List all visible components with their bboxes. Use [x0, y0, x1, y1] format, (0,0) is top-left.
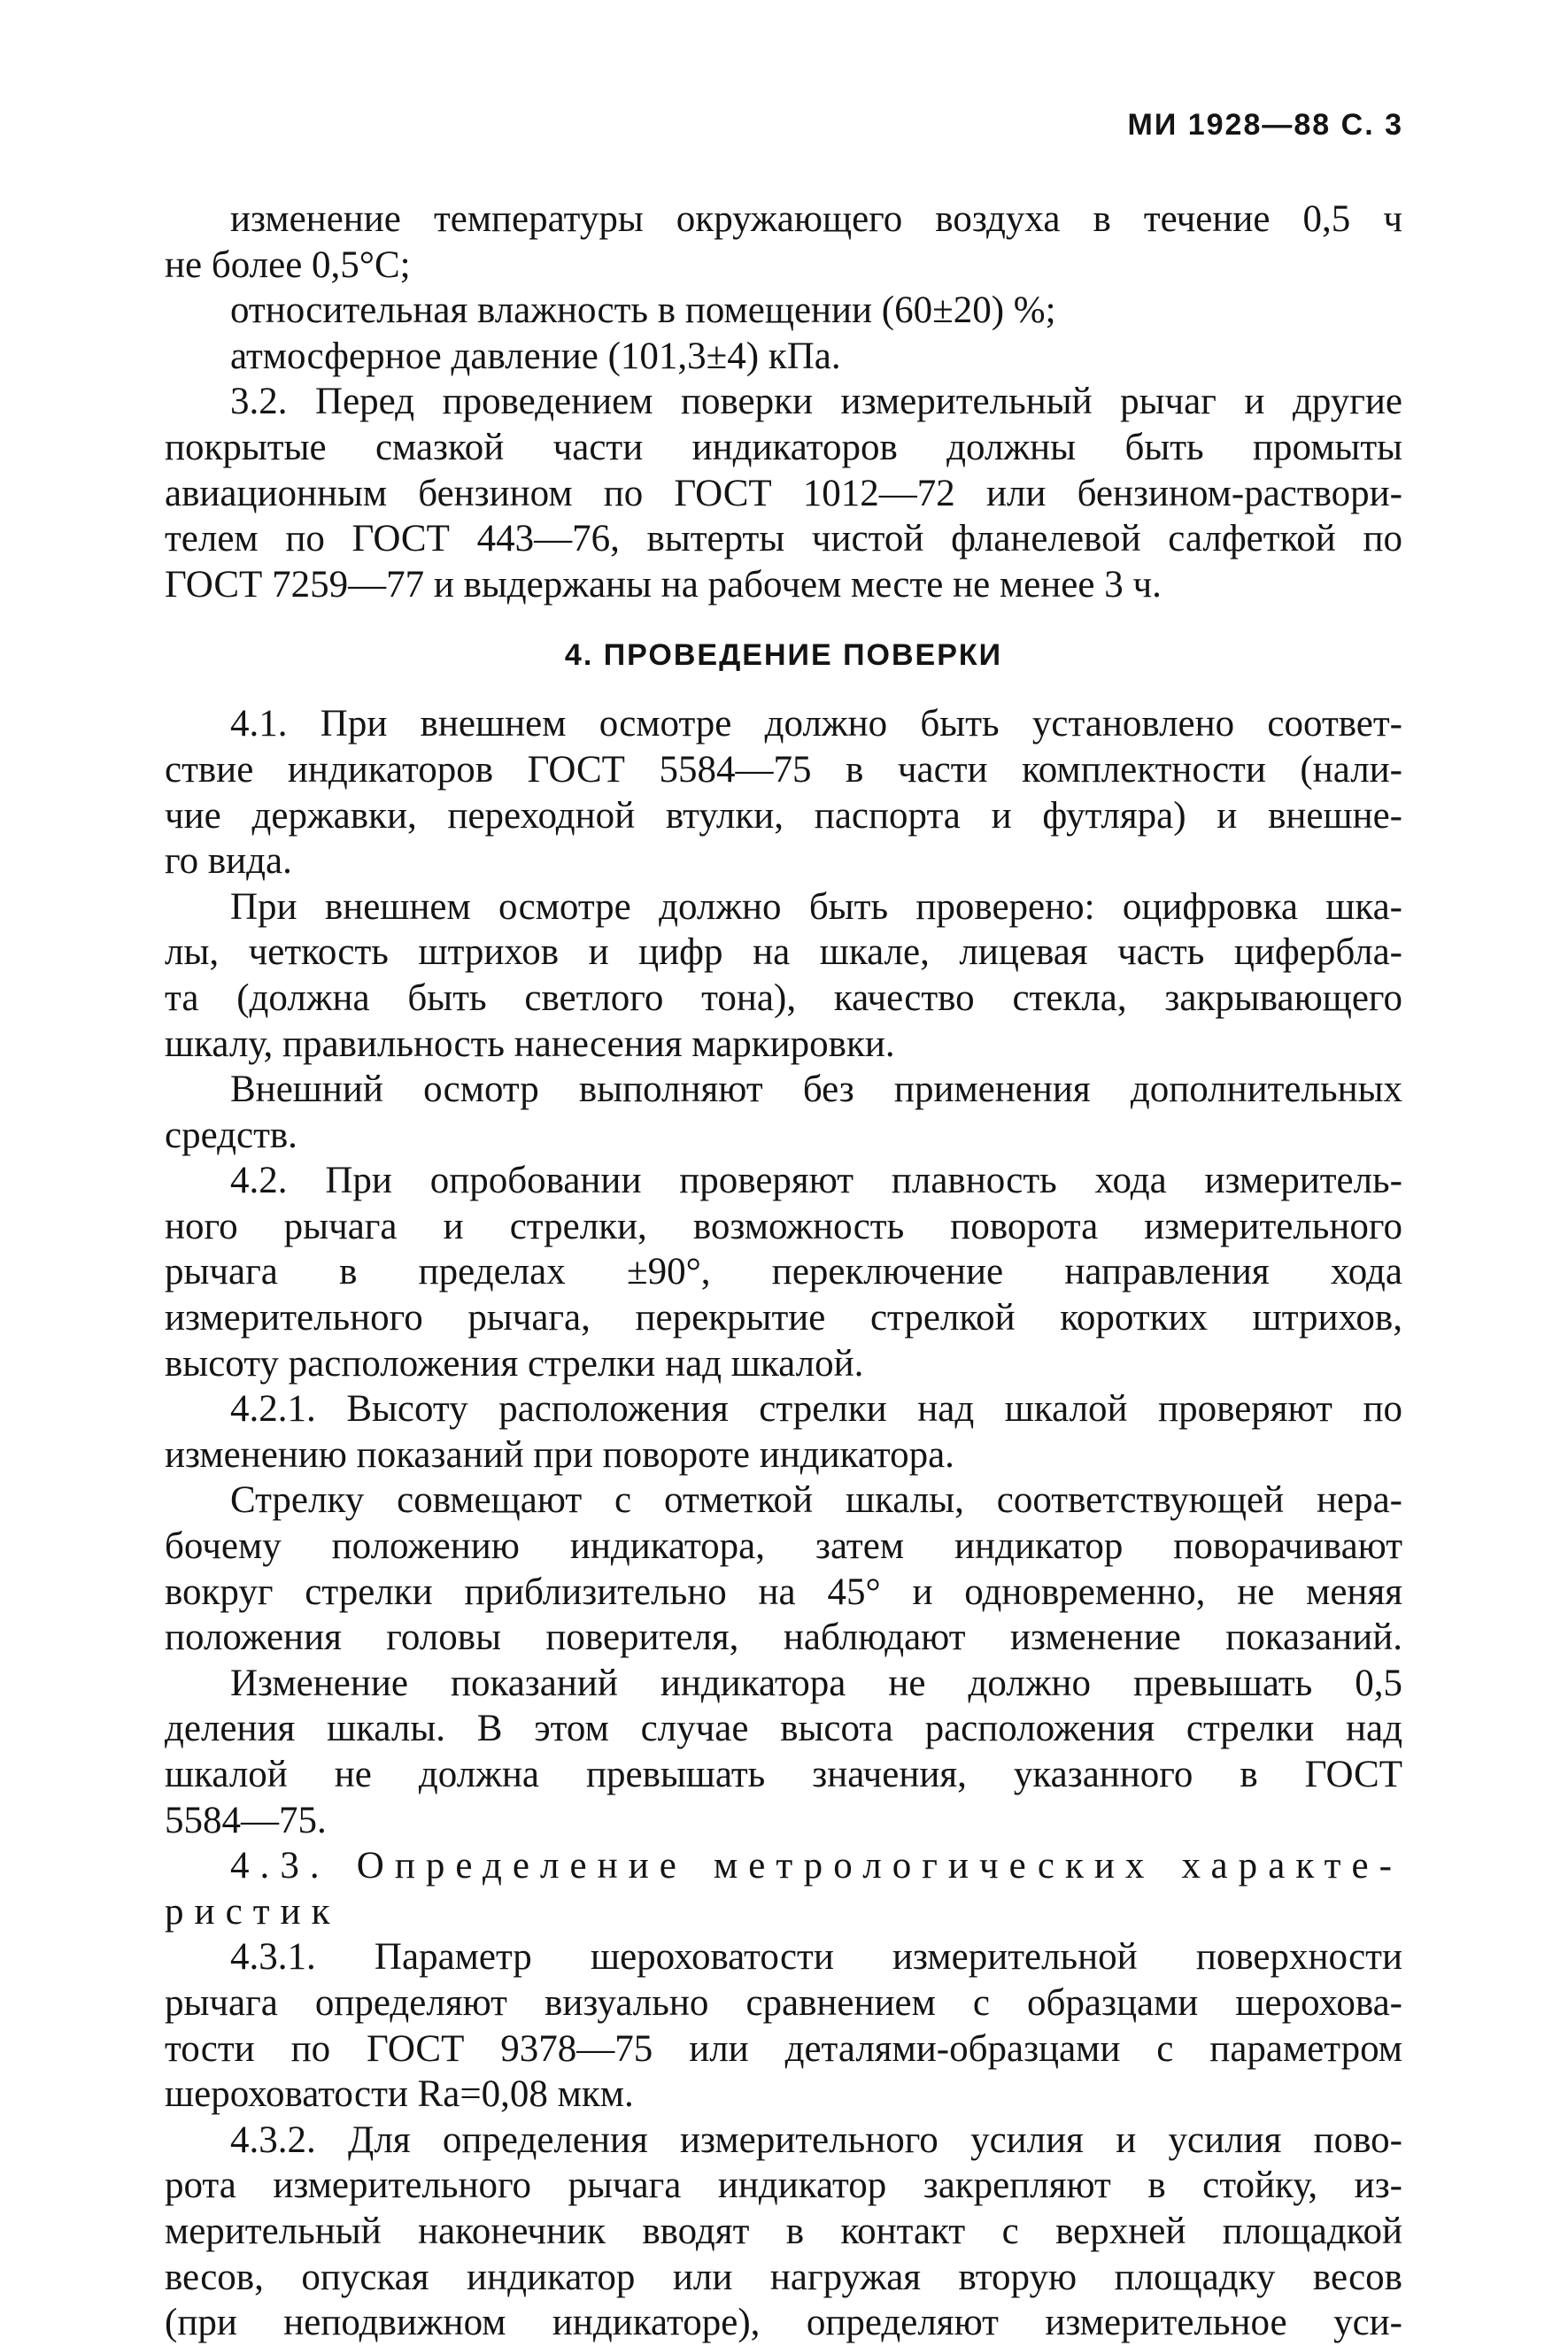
- section-title: 4. ПРОВЕДЕНИЕ ПОВЕРКИ: [564, 638, 1003, 673]
- text-line: покрытые смазкой части индикаторов должны быть промыты: [165, 426, 1402, 468]
- text-line: рычага в пределах ±90°, переключение направления хода: [165, 1251, 1402, 1293]
- text-line: ГОСТ 7259—77 и выдержаны на рабочем месте не менее 3 ч.: [165, 563, 1162, 606]
- text-line: 3.2. Перед проведением поверки измерительный рычаг и другие: [230, 381, 1402, 423]
- text-line: Изменение показаний индикатора не должно превышать 0,5: [230, 1662, 1402, 1704]
- text-line: тости по ГОСТ 9378—75 или деталями-образцами с параметром: [165, 2027, 1402, 2070]
- text-line: ного рычага и стрелки, возможность поворота измерительного: [165, 1205, 1402, 1247]
- text-line: вокруг стрелки приблизительно на 45° и одновременно, не меняя: [165, 1570, 1402, 1613]
- text-line: положения головы поверителя, наблюдают изменение показаний.: [165, 1617, 1402, 1659]
- text-line: 5584—75.: [165, 1799, 327, 1841]
- document-body: [165, 197, 1402, 2346]
- text-line: авиационным бензином по ГОСТ 1012—72 или бензином-раствори-: [165, 472, 1402, 514]
- text-line: 4.1. При внешнем осмотре должно быть установлено соответ-: [230, 703, 1402, 745]
- text-line: та (должна быть светлого тона), качество стекла, закрывающего: [165, 976, 1402, 1019]
- text-line: Стрелку совмещают с отметкой шкалы, соответствующей нера-: [230, 1479, 1402, 1522]
- text-line: бочему положению индикатора, затем индикатор поворачивают: [165, 1525, 1402, 1568]
- text-line: ствие индикаторов ГОСТ 5584—75 в части комплектности (нали-: [165, 748, 1402, 791]
- text-line: шкалой не должна превышать значения, указанного в ГОСТ: [165, 1754, 1402, 1795]
- text-line: рычага определяют визуально сравнением с образцами шерохова-: [165, 1981, 1402, 2024]
- text-line: 4.3.2. Для определения измерительного усилия и усилия пово-: [230, 2118, 1402, 2161]
- text-line: деления шкалы. В этом случае высота расположения стрелки над: [165, 1708, 1402, 1750]
- text-line: 4.3.1. Параметр шероховатости измерительной поверхности: [230, 1936, 1402, 1979]
- text-line: телем по ГОСТ 443—76, вытерты чистой фланелевой салфеткой по: [165, 518, 1402, 560]
- text-line: 4.2. При опробовании проверяют плавность хода измеритель-: [230, 1160, 1402, 1202]
- text-line: относительная влажность в помещении (60±20) %;: [230, 289, 1056, 332]
- text-line: Внешний осмотр выполняют без применения дополнительных: [230, 1069, 1402, 1111]
- text-line: атмосферное давление (101,3±4) кПа.: [230, 335, 841, 377]
- text-line: шкалу, правильность нанесения маркировки.: [165, 1023, 895, 1065]
- text-line: лы, четкость штрихов и цифр на шкале, лицевая часть цифербла-: [165, 931, 1402, 974]
- text-line: изменению показаний при повороте индикатора.: [165, 1433, 954, 1476]
- text-line: го вида.: [165, 840, 292, 883]
- text-line: рота измерительного рычага индикатор закрепляют в стойку, из-: [165, 2165, 1402, 2207]
- text-line: 4.2.1. Высоту расположения стрелки над шкалой проверяют по: [230, 1388, 1402, 1431]
- text-line: (при неподвижном индикаторе), определяют измерительное уси-: [165, 2302, 1402, 2344]
- subsection-title: ристик: [165, 1890, 341, 1933]
- text-line: мерительный наконечник вводят в контакт с верхней площадкой: [165, 2210, 1402, 2252]
- text-line: При внешнем осмотре должно быть проверено: оцифровка шка-: [230, 885, 1402, 928]
- subsection-title: 4.3. Определение метрологических характе-: [230, 1845, 1402, 1887]
- text-line: шероховатости Ra=0,08 мкм.: [165, 2073, 634, 2116]
- text-line: не более 0,5°С;: [165, 243, 411, 286]
- text-line: высоту расположения стрелки над шкалой.: [165, 1342, 864, 1385]
- text-line: измерительного рычага, перекрытие стрелкой коротких штрихов,: [165, 1297, 1402, 1339]
- text-line: чие державки, переходной втулки, паспорта и футляра) и внешне-: [165, 794, 1402, 837]
- text-line: средств.: [165, 1114, 297, 1156]
- page-header: МИ 1928—88 С. 3: [1127, 108, 1403, 142]
- text-line: изменение температуры окружающего воздуха в течение 0,5 ч: [230, 198, 1402, 240]
- text-line: весов, опуская индикатор или нагружая вторую площадку весов: [165, 2256, 1402, 2298]
